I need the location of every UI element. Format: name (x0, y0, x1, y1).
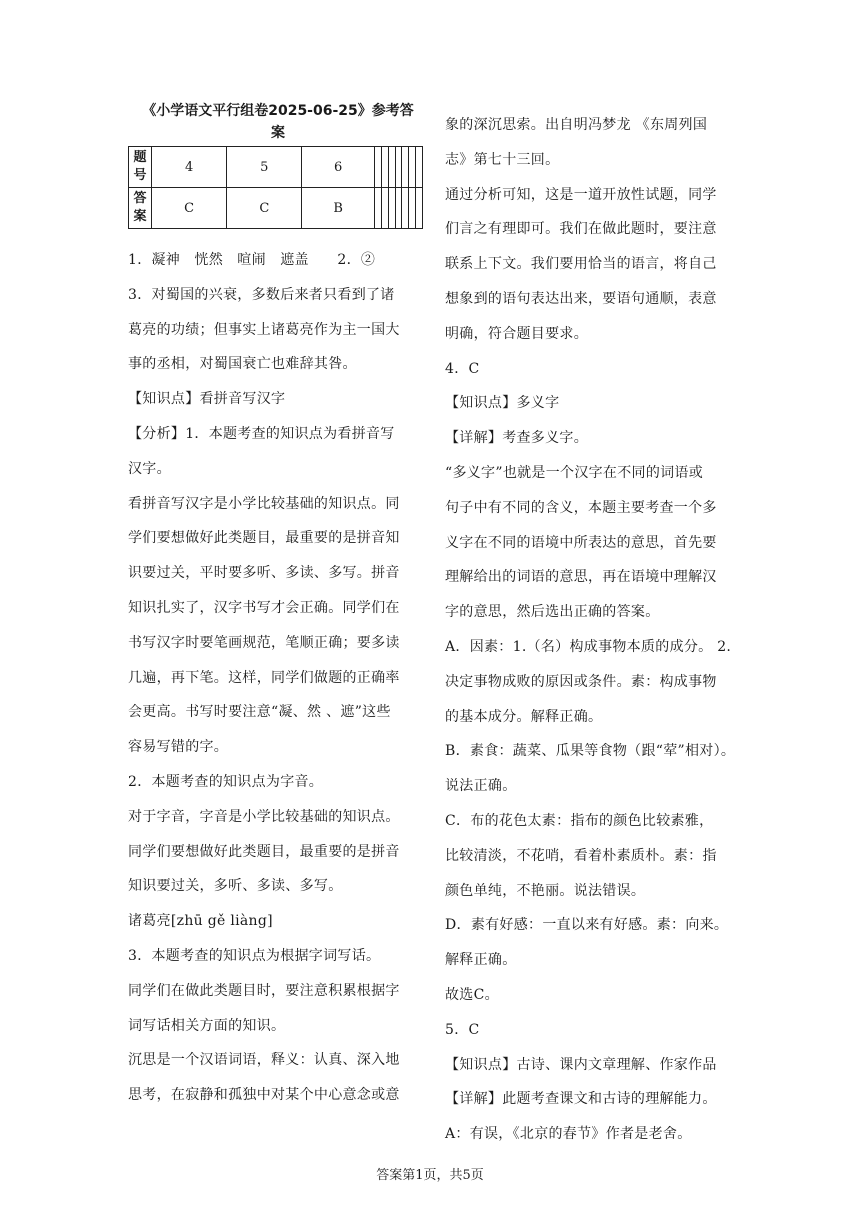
text-line: 知识扎实了，汉字书写才会正确。同学们在 (128, 599, 400, 616)
text-line: A．因素：1.（名）构成事物本质的成分。 2. (445, 638, 732, 655)
text-line: 【分析】1．本题考查的知识点为看拼音写 (128, 425, 395, 442)
text-line: 识要过关，平时要多听、多读、多写。拼音 (128, 565, 400, 582)
text-line: 【知识点】多义字 (445, 395, 560, 412)
answer-table (128, 146, 423, 229)
title-line-2: 案 (271, 125, 285, 141)
text-line: 事的丞相，对蜀国衰亡也难辞其咎。 (128, 356, 357, 373)
answer-cell (402, 188, 409, 229)
number-cell (409, 147, 416, 188)
left-column (128, 100, 428, 1113)
right-body-text (445, 108, 763, 1152)
text-line: 同学们在做此类题目时，要注意积累根据字 (128, 982, 400, 999)
row-header-number: 题号 (129, 147, 152, 188)
text-line: 象的深沉思索。出自明冯梦龙 《东周列国 (445, 117, 708, 133)
text-line: A：有误，《北京的春节》作者是老舍。 (445, 1126, 692, 1143)
number-cell (402, 147, 409, 188)
text-line: 字的意思，然后选出正确的答案。 (445, 604, 660, 621)
text-line: 看拼音写汉字是小学比较基础的知识点。同 (128, 495, 400, 512)
text-line: 3．本题考查的知识点为根据字词写话。 (128, 947, 381, 964)
text-line: 通过分析可知，这是一道开放性试题，同学 (445, 186, 717, 203)
page-footer: 答案第1页，共5页 (376, 1168, 484, 1183)
text-line: 【知识点】古诗、课内文章理解、作家作品 (445, 1056, 717, 1073)
text-line: 1．凝神 恍然 喧闹 遮盖 2．② (128, 252, 376, 268)
text-line: 解释正确。 (445, 952, 517, 969)
answer-cell: C (152, 188, 227, 229)
text-line: B．素食：蔬菜、瓜果等食物（跟“荤”相对）。 (445, 743, 736, 760)
text-line: 理解给出的词语的意思，再在语境中理解汉 (445, 569, 717, 586)
text-line: 沉思是一个汉语词语，释义：认真、深入地 (128, 1052, 400, 1069)
text-line: 书写汉字时要笔画规范，笔顺正确；要多读 (128, 634, 400, 651)
text-line: 比较清淡，不花哨，看着朴素质朴。素：指 (445, 847, 717, 864)
table-row-answers (129, 188, 423, 229)
right-column (445, 108, 763, 1152)
answer-cell (374, 188, 381, 229)
text-line: 的基本成分。解释正确。 (445, 708, 603, 725)
text-line: 葛亮的功绩；但事实上诸葛亮作为主一国大 (128, 321, 400, 338)
number-cell (395, 147, 402, 188)
text-line: 学们要想做好此类题目，最重要的是拼音知 (128, 530, 400, 547)
left-body-text (128, 243, 428, 1113)
text-line: 【知识点】看拼音写汉字 (128, 391, 286, 408)
text-line: 诸葛亮[zhū gě liàng] (128, 913, 273, 930)
text-line: 明确，符合题目要求。 (445, 325, 588, 342)
answer-cell: C (227, 188, 302, 229)
text-line: 想象到的语句表达出来，要语句通顺，表意 (445, 290, 717, 307)
document-title (128, 100, 428, 144)
title-line-1: 《小学语文平行组卷2025-06-25》参考答 (142, 103, 414, 119)
text-line: 思考，在寂静和孤独中对某个中心意念或意 (128, 1087, 400, 1104)
text-line: 说法正确。 (445, 778, 517, 795)
text-line: “多义字”也就是一个汉字在不同的词语或 (445, 464, 704, 481)
number-cell (416, 147, 423, 188)
text-line: 决定事物成败的原因或条件。素：构成事物 (445, 673, 717, 690)
number-cell: 6 (302, 147, 375, 188)
text-line: 们言之有理即可。我们在做此题时，要注意 (445, 221, 717, 238)
number-cell: 5 (227, 147, 302, 188)
text-line: 【详解】此题考查课文和古诗的理解能力。 (445, 1091, 717, 1108)
text-line: 5．C (445, 1021, 480, 1038)
text-line: 3．对蜀国的兴衰，多数后来者只看到了诸 (128, 286, 395, 303)
text-line: 汉字。 (128, 460, 171, 477)
text-line: 同学们要想做好此类题目，最重要的是拼音 (128, 843, 400, 860)
number-cell (388, 147, 395, 188)
answer-cell (388, 188, 395, 229)
answer-cell (416, 188, 423, 229)
text-line: 4．C (445, 360, 480, 377)
text-line: 会更高。书写时要注意“凝、然 、遮”这些 (128, 704, 391, 721)
answer-cell (409, 188, 416, 229)
row-header-answer: 答案 (129, 188, 152, 229)
answer-cell: B (302, 188, 375, 229)
text-line: D．素有好感：一直以来有好感。素：向来。 (445, 917, 729, 934)
text-line: 几遍，再下笔。这样，同学们做题的正确率 (128, 669, 400, 686)
table-row-numbers (129, 147, 423, 188)
text-line: 义字在不同的语境中所表达的意思，首先要 (445, 534, 717, 551)
text-line: 故选C。 (445, 986, 499, 1003)
text-line: 志》第七十三回。 (445, 151, 560, 168)
text-line: 句子中有不同的含义，本题主要考查一个多 (445, 499, 717, 516)
text-line: 词写话相关方面的知识。 (128, 1017, 286, 1034)
answer-cell (381, 188, 388, 229)
text-line: 联系上下文。我们要用恰当的语言，将自己 (445, 256, 717, 273)
text-line: 知识要过关，多听、多读、多写。 (128, 878, 343, 895)
text-line: 2．本题考查的知识点为字音。 (128, 773, 324, 790)
answer-cell (395, 188, 402, 229)
number-cell (374, 147, 381, 188)
text-line: 【详解】考查多义字。 (445, 430, 588, 447)
number-cell (381, 147, 388, 188)
text-line: 颜色单纯，不艳丽。说法错误。 (445, 882, 646, 899)
text-line: 对于字音，字音是小学比较基础的知识点。 (128, 808, 400, 825)
text-line: 容易写错的字。 (128, 739, 229, 756)
number-cell: 4 (152, 147, 227, 188)
text-line: C．布的花色太素：指布的颜色比较素雅， (445, 812, 714, 829)
